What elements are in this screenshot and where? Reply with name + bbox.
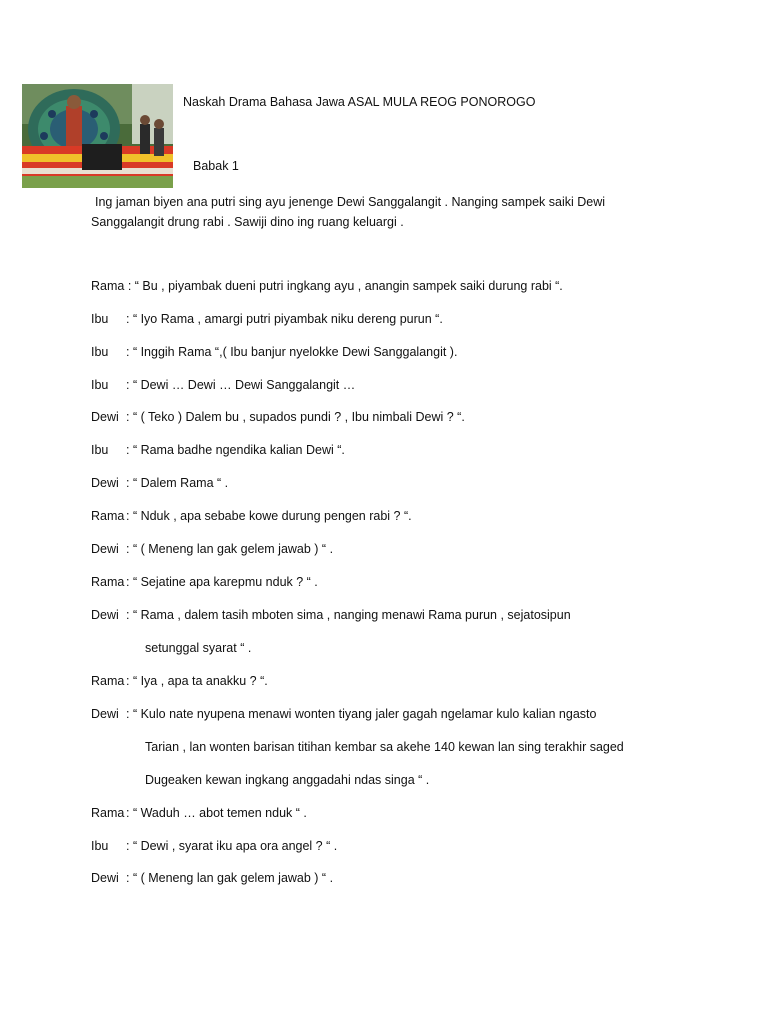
dialogue-continuation: Tarian , lan wonten barisan titihan kembar sa akehe 140 kewan lan sing terakhir saged [145, 740, 624, 754]
dialogue-line [91, 474, 228, 492]
reog-dancer-image [22, 84, 173, 188]
dialogue-text: : “ Inggih Rama “,( Ibu banjur nyelokke Dewi Sanggalangit ). [126, 345, 458, 359]
intro-line: Sanggalangit drung rabi . Sawiji dino ing ruang keluargi . [91, 215, 404, 229]
dialogue-text: : “ Sejatine apa karepmu nduk ? “ . [126, 575, 318, 589]
dialogue-line [91, 837, 337, 855]
dialogue-text: Rama : “ Bu , piyambak dueni putri ingkang ayu , anangin sampek saiki durung rabi “. [91, 279, 563, 293]
dialogue-line [91, 376, 355, 394]
dialogue-text: : “ Dalem Rama “ . [126, 476, 229, 490]
dialogue-line [91, 507, 412, 525]
speaker-name: Dewi [91, 871, 119, 885]
speaker-name: Dewi [91, 410, 119, 424]
dialogue-text: : “ Dewi … Dewi … Dewi Sanggalangit … [126, 378, 356, 392]
act-heading: Babak 1 [193, 159, 239, 173]
dialogue-line [91, 441, 345, 459]
dialogue-line [91, 869, 333, 887]
dialogue-text: : “ ( Teko ) Dalem bu , supados pundi ? , Ibu nimbali Dewi ? “. [126, 410, 465, 424]
dialogue-line [91, 408, 465, 426]
speaker-name: Rama [91, 806, 125, 820]
dialogue-line [91, 573, 318, 591]
dialogue-line [91, 343, 457, 361]
dialogue-text: : “ Waduh … abot temen nduk “ . [126, 806, 307, 820]
dialogue-text: : “ ( Meneng lan gak gelem jawab ) “ . [126, 871, 334, 885]
dialogue-line [91, 277, 563, 295]
intro-paragraph [91, 192, 651, 232]
reog-photo [22, 84, 173, 188]
dialogue-continuation: setunggal syarat “ . [145, 641, 252, 655]
speaker-name: Ibu [91, 378, 109, 392]
speaker-name: Dewi [91, 542, 119, 556]
speaker-name: Rama [91, 674, 125, 688]
document-title: Naskah Drama Bahasa Jawa ASAL MULA REOG PONOROGO [183, 95, 536, 109]
dialogue-text: : “ Nduk , apa sebabe kowe durung pengen rabi ? “. [126, 509, 412, 523]
speaker-name: Dewi [91, 476, 119, 490]
dialogue-line [91, 606, 571, 624]
speaker-name: Dewi [91, 707, 119, 721]
dialogue-text: : “ Rama , dalem tasih mboten sima , nanging menawi Rama purun , sejatosipun [126, 608, 571, 622]
dialogue-text: : “ Kulo nate nyupena menawi wonten tiyang jaler gagah ngelamar kulo kalian ngasto [126, 707, 597, 721]
speaker-name: Ibu [91, 312, 109, 326]
speaker-name: Ibu [91, 345, 109, 359]
speaker-name: Dewi [91, 608, 119, 622]
dialogue-text: : “ Dewi , syarat iku apa ora angel ? “ . [126, 839, 338, 853]
dialogue-line [91, 672, 268, 690]
speaker-name: Rama [91, 509, 125, 523]
dialogue-line [91, 310, 443, 328]
dialogue-line [91, 540, 333, 558]
speaker-name: Ibu [91, 839, 109, 853]
speaker-name: Ibu [91, 443, 109, 457]
dialogue-continuation: Dugeaken kewan ingkang anggadahi ndas singa “ . [145, 773, 430, 787]
dialogue-text: : “ Rama badhe ngendika kalian Dewi “. [126, 443, 345, 457]
speaker-name: Rama [91, 575, 125, 589]
dialogue-text: : “ ( Meneng lan gak gelem jawab ) “ . [126, 542, 334, 556]
dialogue-line [91, 705, 596, 723]
intro-line: Ing jaman biyen ana putri sing ayu jenenge Dewi Sanggalangit . Nanging sampek saiki Dewi [95, 195, 606, 209]
dialogue-line [91, 804, 307, 822]
dialogue-text: : “ Iya , apa ta anakku ? “. [126, 674, 268, 688]
dialogue-text: : “ Iyo Rama , amargi putri piyambak niku dereng purun “. [126, 312, 443, 326]
